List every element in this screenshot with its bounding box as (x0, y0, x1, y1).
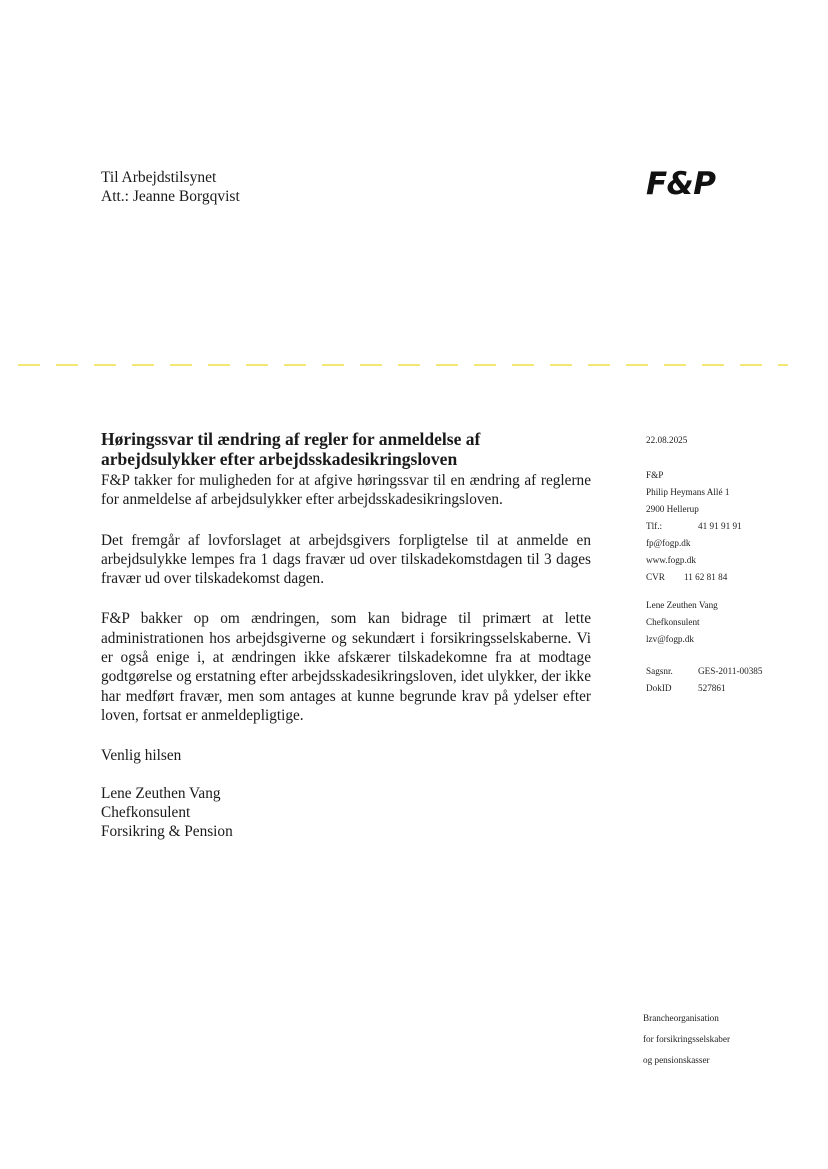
sidebar-email: fp@fogp.dk (646, 538, 691, 548)
paragraph-1: F&P takker for muligheden for at afgive høringssvar til en ændring af reglerne for anmeldelse af arbejdsulykker efter arbejdsskadesikringsloven. (101, 472, 591, 509)
phone-value: 41 91 91 91 (698, 521, 742, 531)
sidebar-contact-person (646, 597, 718, 648)
signature-role: Chefkonsulent (101, 803, 191, 821)
sidebar-address-2: 2900 Hellerup (646, 504, 699, 514)
sidebar-date: 22.08.2025 (646, 435, 688, 445)
case-label: Sagsnr. (646, 666, 673, 676)
footer-line-2: for forsikringsselskaber (643, 1034, 731, 1044)
recipient-attention: Att.: Jeanne Borgqvist (101, 188, 240, 205)
closing: Venlig hilsen (101, 747, 182, 765)
cvr-label: CVR (646, 572, 665, 582)
letter-title-line-2: arbejdsulykker efter arbejdsskadesikringsloven (101, 449, 458, 469)
paragraph-3: F&P bakker op om ændringen, som kan bidrage til primært at lette administrationen hos arbejdsgiverne og sekundært i forsikringsselskaberne. Vi er også enige i, at ændringen ikke afskærer tilskadekomne fra at modtage godtgørelse og erstatning efter arbejdsskadesikringsloven, idet ulykker, der ikke har medført fravær, men som antages at kunne begrunde krav på ydelser efter loven, fortsat er anmeldepligtige. (101, 610, 591, 724)
doc-label: DokID (646, 683, 672, 693)
contact-email: lzv@fogp.dk (646, 634, 695, 644)
footer-tagline (643, 1008, 730, 1071)
doc-row (646, 680, 762, 697)
phone-label: Tlf.: (646, 521, 663, 531)
cvr-value: 11 62 81 84 (684, 572, 728, 582)
paragraph-2: Det fremgår af lovforslaget at arbejdsgivers forpligtelse til at anmelde en arbejdsulykke lempes fra 1 dags fravær ud over tilskadekomstdagen til 3 dages fravær ud over tilskadekomst dagen. (101, 531, 591, 588)
letter-body (101, 429, 591, 841)
letter-title-line-1: Høringssvar til ændring af regler for anmeldelse af (101, 429, 481, 449)
sidebar-address-1: Philip Heymans Allé 1 (646, 487, 730, 497)
sidebar-web: www.fogp.dk (646, 555, 696, 565)
sidebar-org: F&P (646, 470, 664, 480)
signature-name: Lene Zeuthen Vang (101, 784, 221, 802)
recipient-block (101, 168, 240, 206)
letter-title (101, 429, 591, 469)
footer-line-3: og pensionskasser (643, 1055, 710, 1065)
footer-line-1: Brancheorganisation (643, 1013, 719, 1023)
contact-role: Chefkonsulent (646, 617, 700, 627)
recipient-line-1: Til Arbejdstilsynet (101, 169, 217, 186)
sidebar-cvr-row (646, 569, 742, 586)
case-row (646, 663, 762, 680)
case-value: GES-2011-00385 (698, 666, 763, 676)
doc-value: 527861 (698, 683, 726, 693)
sidebar-references (646, 663, 762, 697)
fp-logo: F&P (646, 166, 716, 202)
signature-block (101, 784, 591, 842)
sidebar-contact-info (646, 467, 742, 586)
contact-name: Lene Zeuthen Vang (646, 600, 718, 610)
signature-org: Forsikring & Pension (101, 823, 233, 841)
sidebar-phone-row (646, 518, 742, 535)
scan-artifact-line (18, 364, 788, 366)
